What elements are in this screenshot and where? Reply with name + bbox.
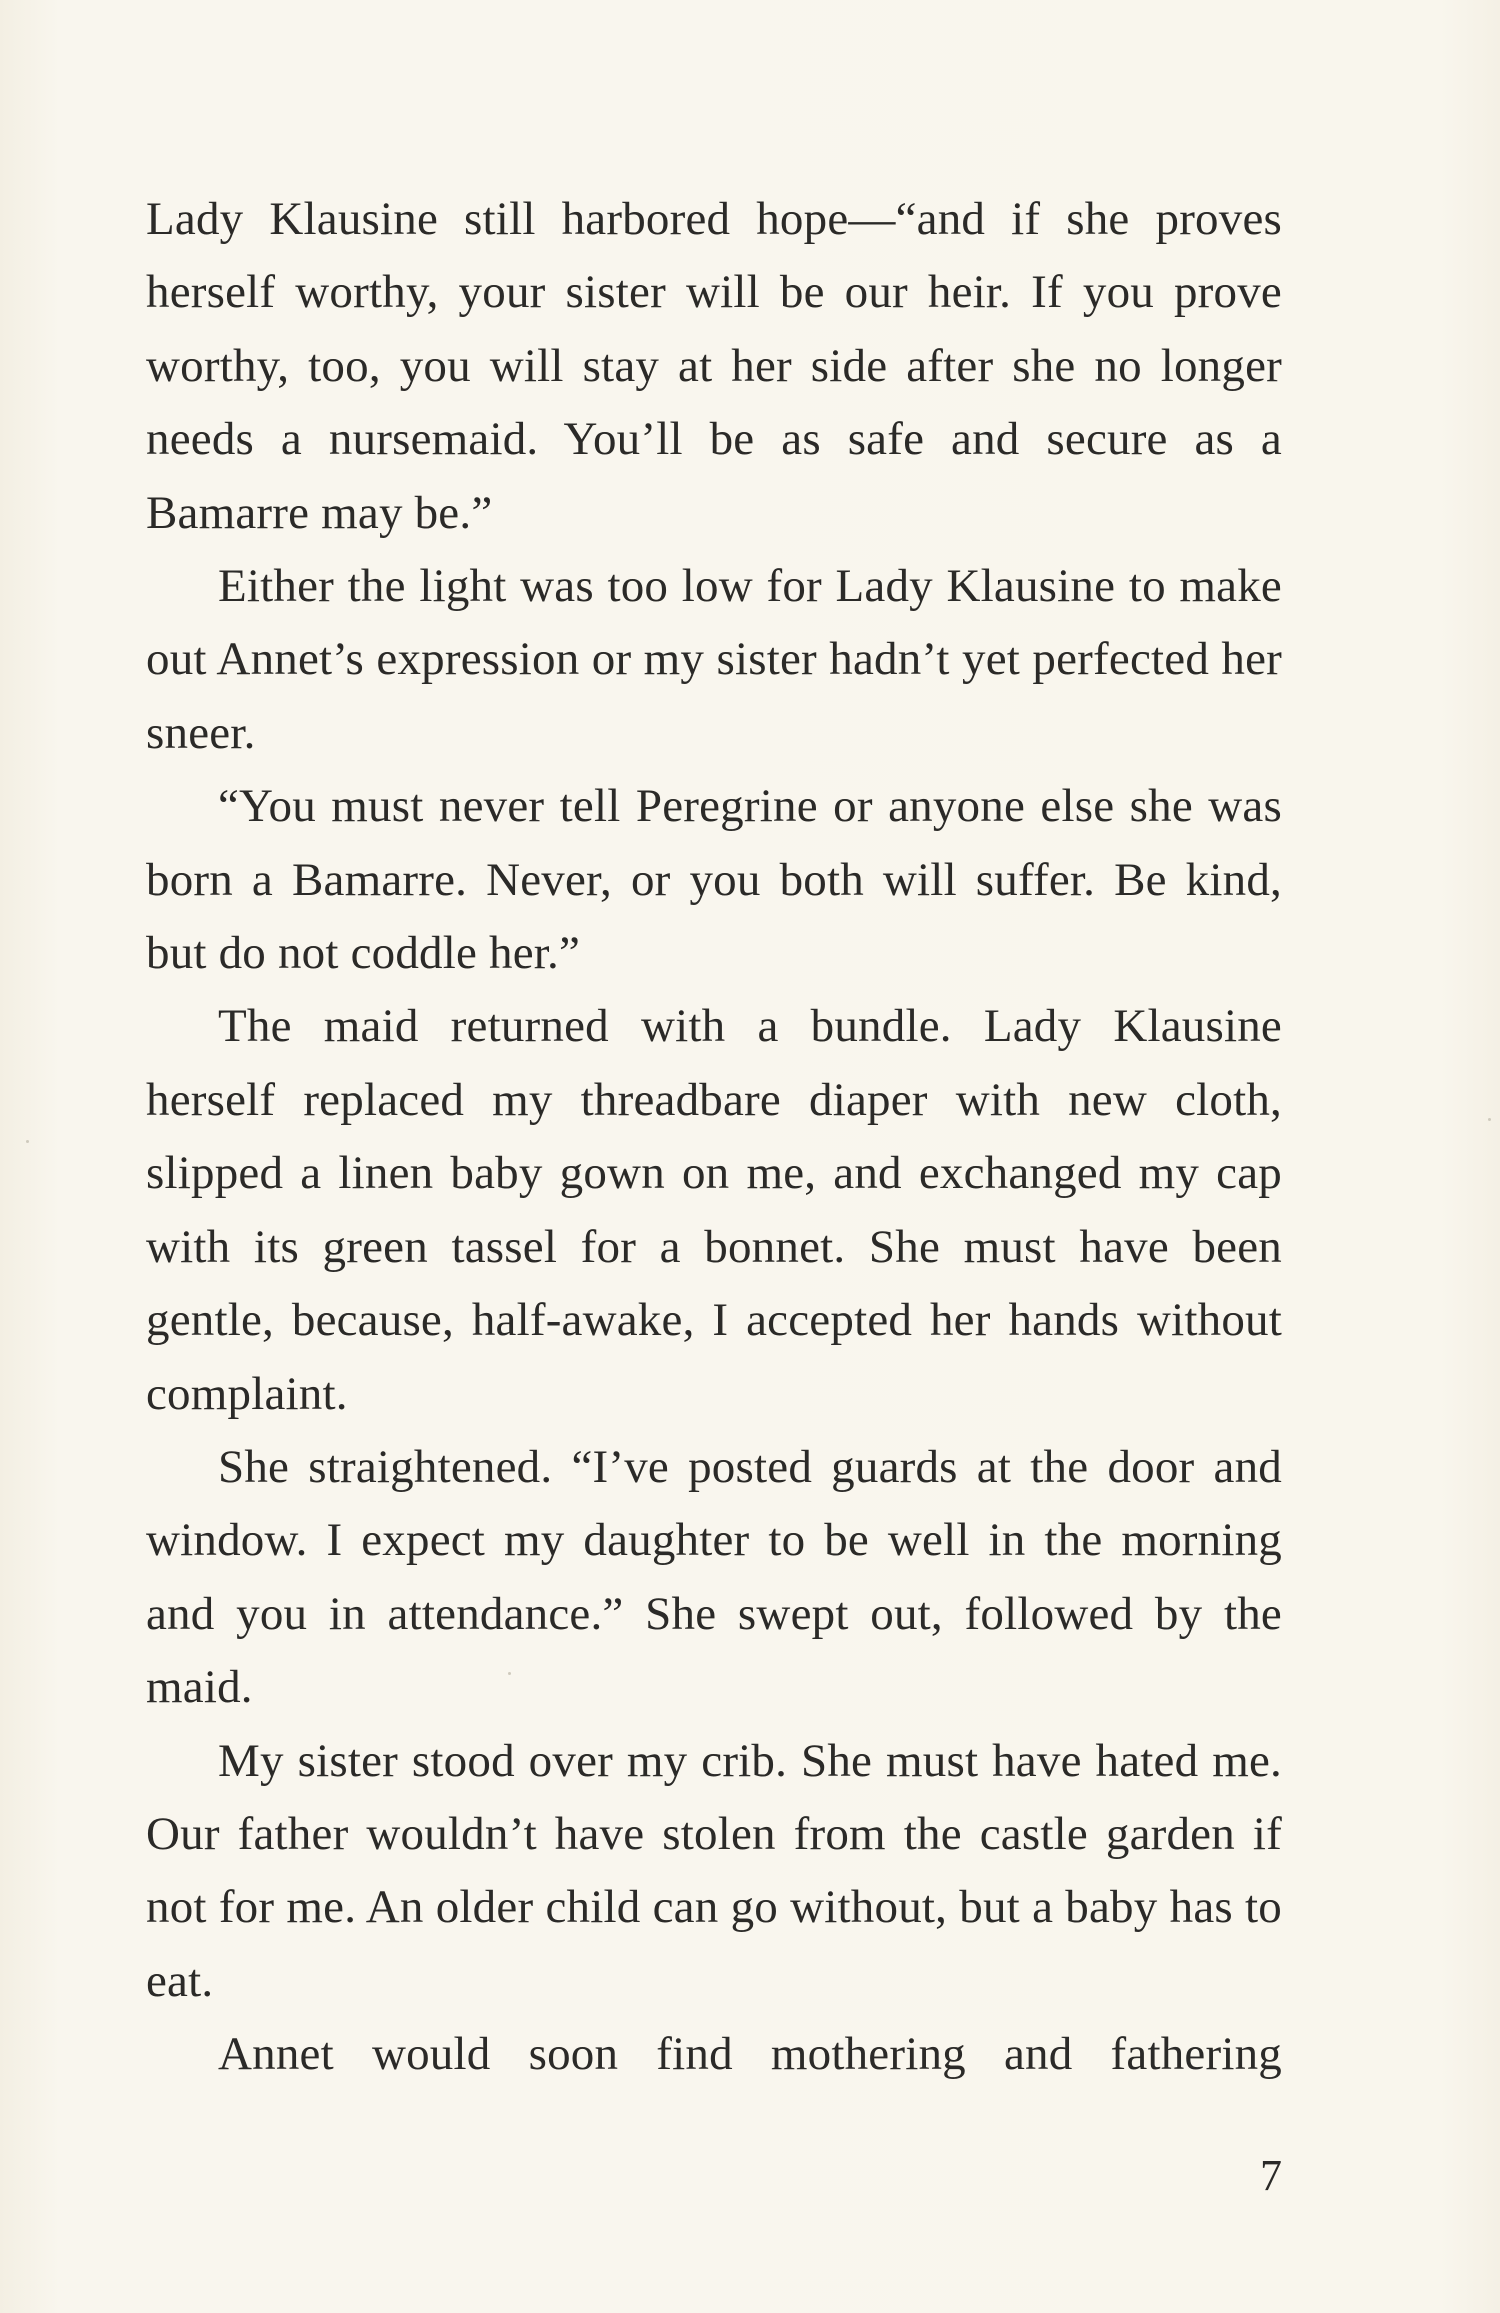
paper-speck	[26, 1140, 29, 1143]
paragraph-6: My sister stood over my crib. She must have hated me. Our father wouldn’t have stolen from the castle garden if not for me. An older child can go without, but a baby has to eat.	[146, 1734, 1282, 2007]
paragraph-2: Either the light was too low for Lady Klausine to make out Annet’s expression or my sister hadn’t yet perfected her sneer.	[146, 560, 1282, 759]
paragraph-5: She straightened. “I’ve posted guards at the door and window. I expect my daughter to be well in the morning and you in attendance.” She swept out, followed by the maid.	[146, 1440, 1282, 1714]
body-text	[146, 183, 1282, 2092]
page-number: 7	[1260, 2151, 1282, 2200]
paragraph-1: Lady Klausine still harbored hope—“and if she proves herself worthy, your sister will be our heir. If you prove worthy, too, you will stay at her side after she no longer needs a nursemaid. You’ll be as safe and secure as a Bamarre may be.”	[146, 193, 1282, 539]
paragraph-7: Annet would soon find mothering and fathering	[218, 2028, 1282, 2081]
paper-speck	[1488, 1118, 1491, 1121]
paper-speck	[508, 1672, 511, 1675]
paragraph-3: “You must never tell Peregrine or anyone else she was born a Bamarre. Never, or you both will suffer. Be kind, but do not coddle her.”	[146, 780, 1282, 980]
paragraph-4: The maid returned with a bundle. Lady Klausine herself replaced my threadbare diaper with new cloth, slipped a linen baby gown on me, and exchanged my cap with its green tassel for a bonnet. She must have been gentle, because, half-awake, I accepted her hands without complaint.	[146, 1000, 1282, 1420]
